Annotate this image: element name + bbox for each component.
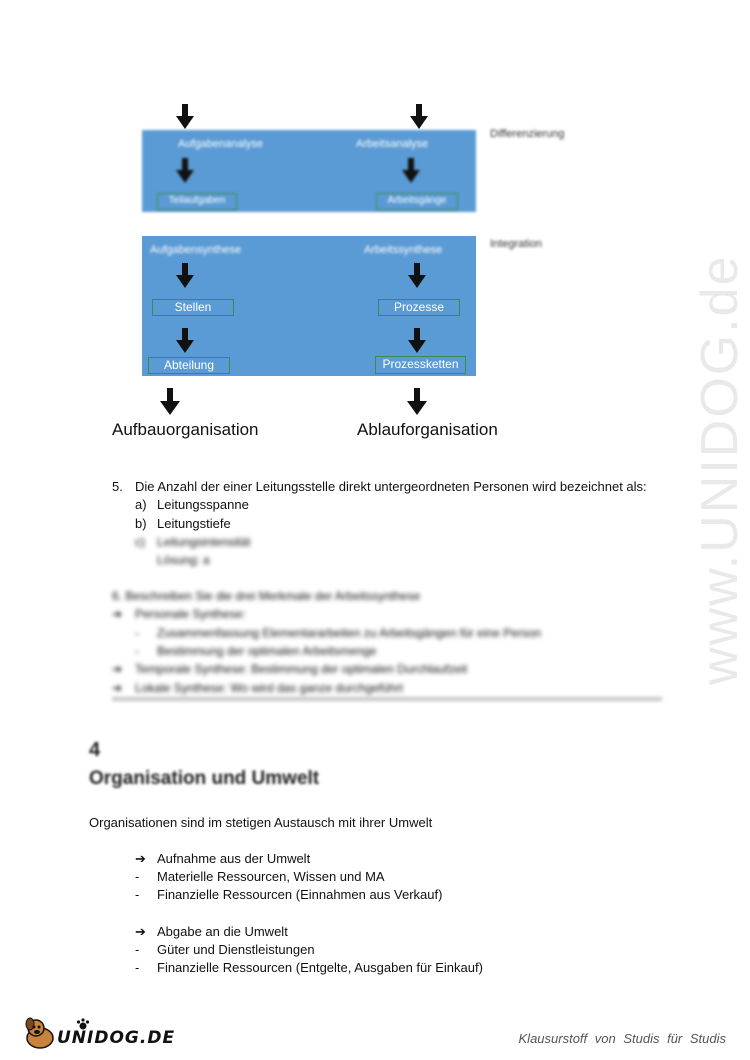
down-arrow-icon bbox=[176, 158, 194, 184]
stellen-pill: Stellen bbox=[152, 299, 234, 316]
down-arrow-icon bbox=[176, 328, 194, 354]
teilaufgaben-pill: Teilaufgaben bbox=[157, 193, 237, 210]
arbeitsgaenge-pill: Arbeitsgänge bbox=[376, 193, 458, 210]
question-text: Die Anzahl der einer Leitungsstelle direkt untergeordneten Personen wird bezeichnet als: bbox=[135, 479, 647, 494]
prozessketten-pill: Prozessketten bbox=[375, 356, 466, 374]
arrow-bullet-icon: ➔ bbox=[112, 681, 123, 695]
list-item: Bestimmung der optimalen Arbeitsmenge bbox=[157, 644, 377, 658]
analysis-left-label: Aufgabenanalyse bbox=[178, 138, 264, 150]
option-text: Leitungsspanne bbox=[157, 497, 249, 512]
dash-bullet: - bbox=[135, 644, 139, 658]
dash-bullet: - bbox=[135, 887, 140, 902]
arrow-bullet-icon: ➔ bbox=[135, 851, 146, 866]
group-heading: Aufnahme aus der Umwelt bbox=[157, 851, 311, 866]
option-key: a) bbox=[135, 497, 147, 512]
list-item: Personale Synthese: bbox=[135, 607, 246, 621]
list-item: Temporale Synthese: Bestimmung der optimalen Durchlaufzeit bbox=[135, 662, 468, 676]
option-key: b) bbox=[135, 516, 147, 531]
option-text: Leitungstiefe bbox=[157, 516, 231, 531]
down-arrow-icon bbox=[408, 263, 426, 289]
ablauforganisation-label: Ablauforganisation bbox=[357, 420, 498, 439]
list-item: Finanzielle Ressourcen (Entgelte, Ausgaben für Einkauf) bbox=[157, 960, 483, 975]
down-arrow-icon bbox=[176, 263, 194, 289]
list-item: Materielle Ressourcen, Wissen und MA bbox=[157, 869, 385, 884]
solution-text: Lösung: a bbox=[157, 553, 210, 567]
watermark: www.UNIDOG.de bbox=[691, 254, 749, 685]
prozesse-pill: Prozesse bbox=[378, 299, 460, 316]
question-number: 5. bbox=[112, 479, 123, 494]
list-item: Lokale Synthese: Wo wird das ganze durchgeführt bbox=[135, 681, 403, 695]
down-arrow-icon bbox=[160, 388, 180, 416]
section-intro: Organisationen sind im stetigen Austausch mit ihrer Umwelt bbox=[89, 815, 433, 830]
down-arrow-icon bbox=[176, 104, 194, 130]
aufbauorganisation-label: Aufbauorganisation bbox=[112, 420, 259, 439]
down-arrow-icon bbox=[408, 328, 426, 354]
synthesis-right-label: Arbeitssynthese bbox=[364, 244, 443, 256]
differenzierung-label: Differenzierung bbox=[490, 128, 565, 140]
footer-logo-text: UNIDOG.DE bbox=[57, 1028, 176, 1048]
analysis-right-label: Arbeitsanalyse bbox=[356, 138, 429, 150]
group-heading: Abgabe an die Umwelt bbox=[157, 924, 288, 939]
dash-bullet: - bbox=[135, 869, 140, 884]
divider bbox=[112, 698, 662, 700]
option-key: c) bbox=[135, 535, 145, 549]
dash-bullet: - bbox=[135, 626, 139, 640]
arrow-bullet-icon: ➔ bbox=[112, 662, 123, 676]
section-number: 4 bbox=[89, 739, 101, 761]
list-item: Zusammenfassung Elementararbeiten zu Arbeitsgängen für eine Person bbox=[157, 626, 542, 640]
list-item: Güter und Dienstleistungen bbox=[157, 942, 315, 957]
question-text: 6. Beschreiben Sie die drei Merkmale der Arbeitssynthese bbox=[112, 589, 421, 603]
dash-bullet: - bbox=[135, 942, 140, 957]
down-arrow-icon bbox=[407, 388, 427, 416]
arrow-bullet-icon: ➔ bbox=[112, 607, 123, 621]
down-arrow-icon bbox=[410, 104, 428, 130]
section-title: Organisation und Umwelt bbox=[89, 768, 320, 789]
synthesis-left-label: Aufgabensynthese bbox=[150, 244, 242, 256]
abteilung-pill: Abteilung bbox=[148, 357, 230, 374]
down-arrow-icon bbox=[402, 158, 420, 184]
arrow-bullet-icon: ➔ bbox=[135, 924, 146, 939]
integration-label: Integration bbox=[490, 238, 542, 250]
list-item: Finanzielle Ressourcen (Einnahmen aus Verkauf) bbox=[157, 887, 443, 902]
dog-logo-icon bbox=[22, 1016, 58, 1050]
option-text: Leitungsintensität bbox=[157, 535, 251, 549]
footer-tagline: Klausurstoff von Studis für Studis bbox=[518, 1031, 726, 1046]
dash-bullet: - bbox=[135, 960, 140, 975]
